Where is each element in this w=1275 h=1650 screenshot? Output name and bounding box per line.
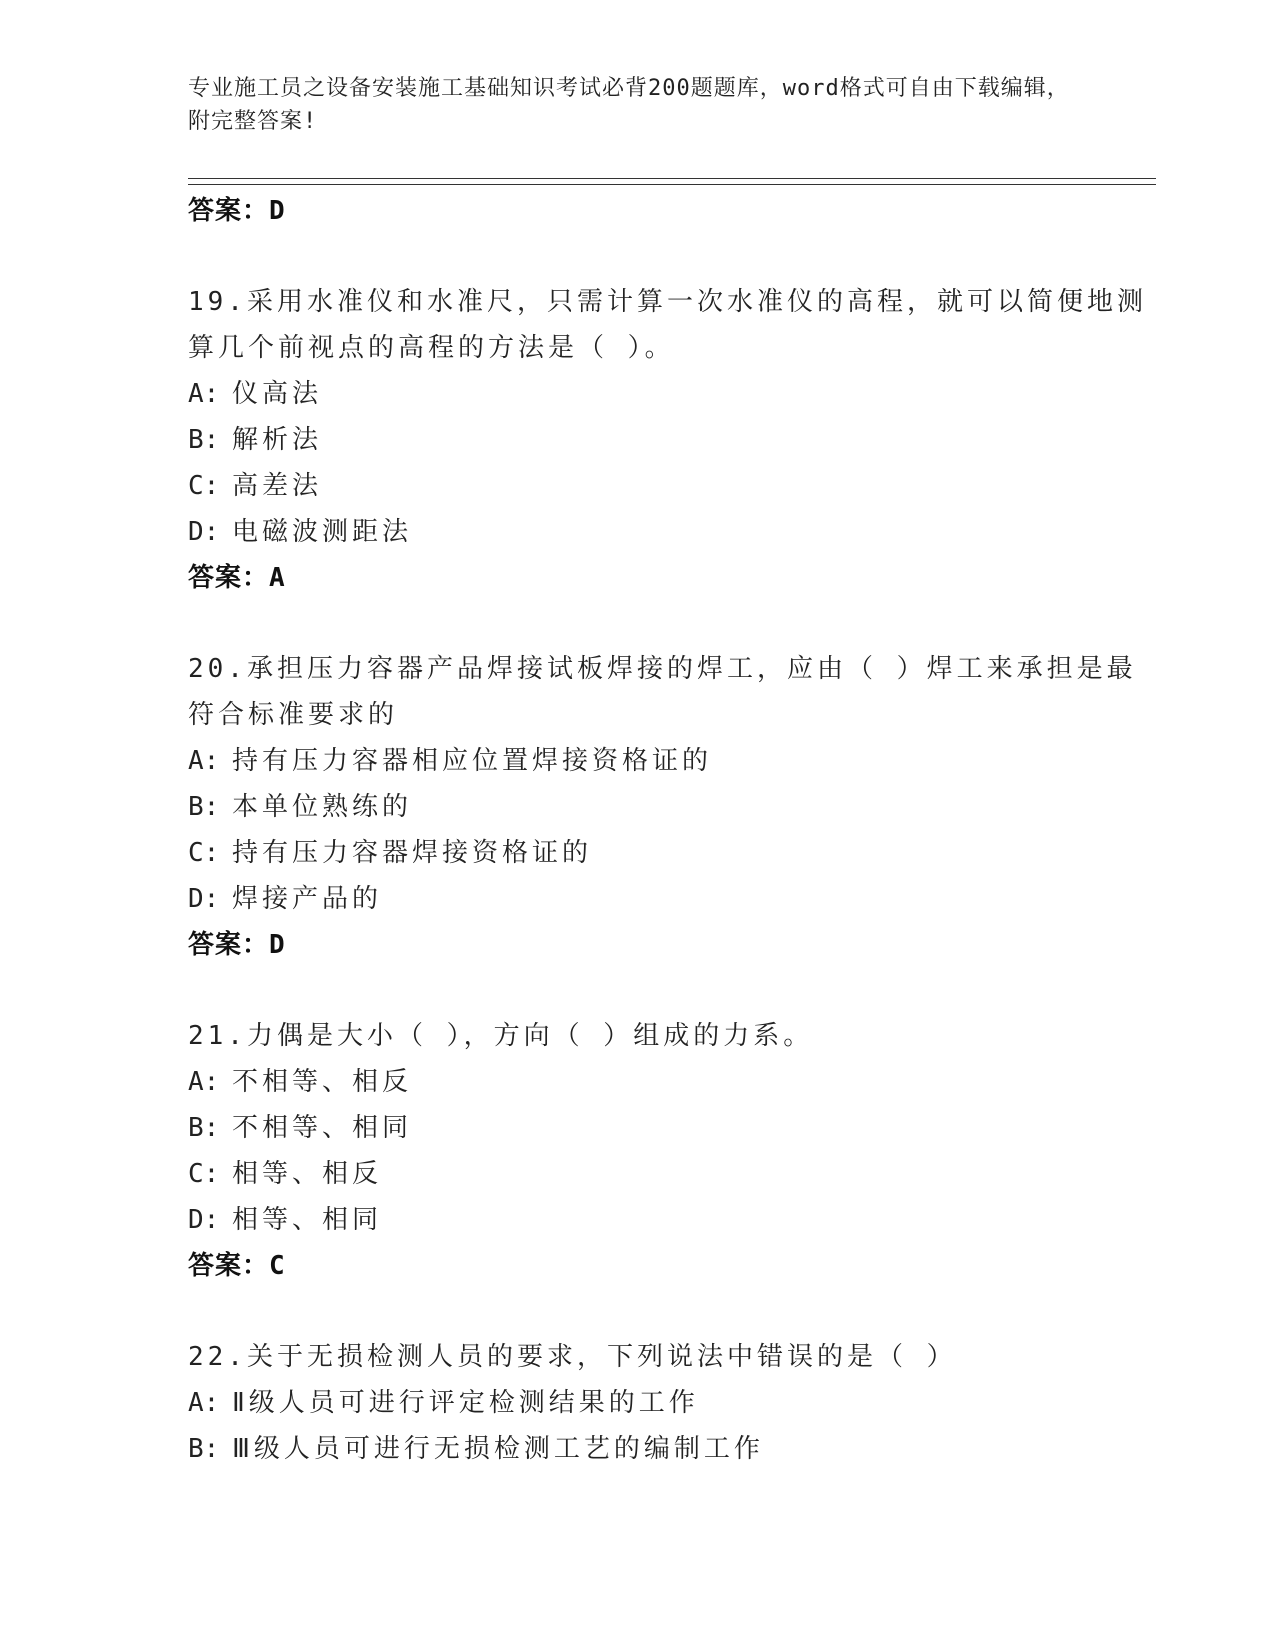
- option-a: [188, 371, 1148, 417]
- option-text: 不相等、相反: [232, 1067, 413, 1097]
- document-header: 专业施工员之设备安装施工基础知识考试必背200题题库，word格式可自由下载编辑，附完整答案!: [188, 76, 1070, 134]
- option-text: Ⅲ级人员可进行无损检测工艺的编制工作: [232, 1434, 764, 1464]
- option-letter: A:: [188, 379, 220, 409]
- option-a: [188, 1059, 1148, 1105]
- option-letter: B:: [188, 425, 220, 455]
- question-stem: 19.采用水准仪和水准尺，只需计算一次水准仪的高程，就可以简便地测算几个前视点的高程的方法是（ ）。: [188, 287, 1147, 363]
- question-stem: 21.力偶是大小（ ），方向（ ）组成的力系。: [188, 1021, 814, 1051]
- option-text: 不相等、相同: [232, 1113, 413, 1143]
- option-text: 持有压力容器焊接资格证的: [232, 838, 593, 868]
- document-body: [188, 188, 1148, 1472]
- answer-line: 答案：C: [188, 1251, 286, 1281]
- option-text: 焊接产品的: [232, 884, 383, 914]
- option-text: 本单位熟练的: [232, 792, 413, 822]
- option-text: Ⅱ级人员可进行评定检测结果的工作: [232, 1388, 699, 1418]
- option-letter: A:: [188, 746, 220, 776]
- question-21: [188, 1013, 1148, 1289]
- option-a: [188, 738, 1148, 784]
- option-letter: A:: [188, 1388, 220, 1418]
- option-text: 仪高法: [232, 379, 323, 409]
- question-22: [188, 1334, 1148, 1472]
- option-d: [188, 509, 1148, 555]
- option-letter: D:: [188, 1205, 220, 1235]
- header-divider: [188, 178, 1156, 185]
- option-letter: A:: [188, 1067, 220, 1097]
- option-a: [188, 1380, 1148, 1426]
- option-b: [188, 784, 1148, 830]
- option-text: 解析法: [232, 425, 323, 455]
- option-d: [188, 876, 1148, 922]
- option-text: 电磁波测距法: [232, 517, 413, 547]
- option-text: 持有压力容器相应位置焊接资格证的: [232, 746, 713, 776]
- option-letter: C:: [188, 471, 220, 501]
- option-text: 高差法: [232, 471, 323, 501]
- option-letter: B:: [188, 1434, 220, 1464]
- option-c: [188, 1151, 1148, 1197]
- option-text: 相等、相同: [232, 1205, 383, 1235]
- option-letter: B:: [188, 1113, 220, 1143]
- question-stem: 20.承担压力容器产品焊接试板焊接的焊工，应由（ ）焊工来承担是最符合标准要求的: [188, 654, 1137, 730]
- answer-line: 答案：D: [188, 930, 286, 960]
- option-letter: D:: [188, 884, 220, 914]
- option-c: [188, 830, 1148, 876]
- option-text: 相等、相反: [232, 1159, 383, 1189]
- option-letter: D:: [188, 517, 220, 547]
- option-letter: C:: [188, 1159, 220, 1189]
- question-19: [188, 279, 1148, 601]
- option-letter: B:: [188, 792, 220, 822]
- question-20: [188, 646, 1148, 968]
- option-c: [188, 463, 1148, 509]
- question-stem: 22.关于无损检测人员的要求，下列说法中错误的是（ ）: [188, 1342, 957, 1372]
- option-b: [188, 1105, 1148, 1151]
- option-b: [188, 417, 1148, 463]
- option-letter: C:: [188, 838, 220, 868]
- option-b: [188, 1426, 1148, 1472]
- option-d: [188, 1197, 1148, 1243]
- answer-line: 答案：D: [188, 196, 286, 226]
- answer-line: 答案：A: [188, 563, 286, 593]
